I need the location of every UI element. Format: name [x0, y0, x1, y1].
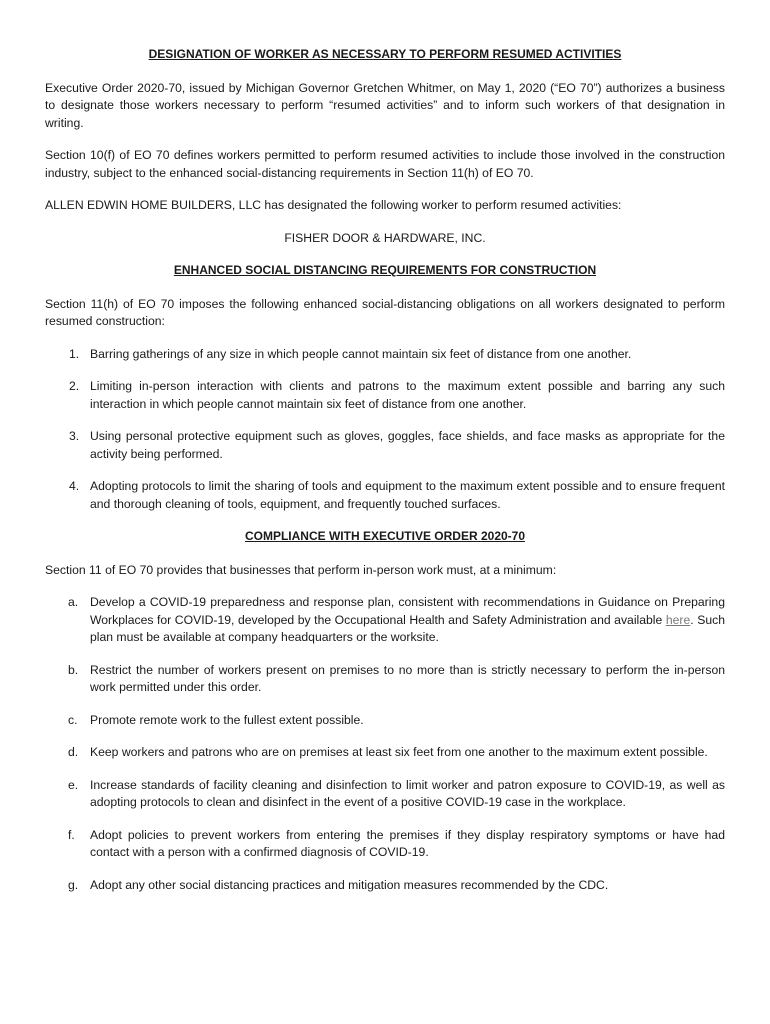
- list-item-text: Adopt any other social distancing practices and mitigation measures recommended by the CDC.: [90, 877, 609, 892]
- list-item: [45, 378, 725, 413]
- list-marker: c.: [68, 712, 78, 727]
- list-item: [45, 346, 725, 364]
- list-item-text: Limiting in-person interaction with clients and patrons to the maximum extent possible and barring any such interaction in which people cannot maintain six feet of distance from one another.: [90, 379, 725, 411]
- guidance-link[interactable]: here: [665, 612, 691, 627]
- list-marker: 4.: [69, 479, 80, 493]
- list-item-text: Adopt policies to prevent workers from entering the premises if they display respiratory symptoms or have had contact with a person with a confirmed diagnosis of COVID-19.: [90, 827, 725, 859]
- compliance-heading: COMPLIANCE WITH EXECUTIVE ORDER 2020-70: [244, 529, 526, 543]
- list-marker: d.: [68, 745, 79, 759]
- enhanced-requirements-intro: Section 11(h) of EO 70 imposes the following enhanced social-distancing obligations on all workers designated to perform resumed construction:: [45, 296, 725, 328]
- list-item: [45, 827, 725, 862]
- list-marker: e.: [68, 777, 79, 792]
- list-item-text: Restrict the number of workers present on premises to no more than is strictly necessary to perform the in-person work permitted under this order.: [90, 662, 725, 694]
- list-item-text: Increase standards of facility cleaning and disinfection to limit worker and patron exposure to COVID-19, as well as adopting protocols to clean and disinfect in the event of a positive COVID-19 case in the workplace.: [90, 777, 725, 809]
- document-title: DESIGNATION OF WORKER AS NECESSARY TO PERFORM RESUMED ACTIVITIES: [148, 47, 622, 61]
- compliance-intro: Section 11 of EO 70 provides that businesses that perform in-person work must, at a minimum:: [45, 562, 557, 577]
- list-item-text: Adopting protocols to limit the sharing of tools and equipment to the maximum extent possible and to ensure frequent and thorough cleaning of tools, equipment, and frequently touched surfaces.: [90, 479, 725, 511]
- list-item-text: Barring gatherings of any size in which people cannot maintain six feet of distance from one another.: [90, 346, 632, 361]
- list-item: [45, 712, 725, 730]
- list-item-text: Promote remote work to the fullest extent possible.: [90, 712, 364, 727]
- list-item: [45, 478, 725, 513]
- list-marker: 2.: [69, 379, 80, 393]
- designation-paragraph: ALLEN EDWIN HOME BUILDERS, LLC has designated the following worker to perform resumed activities:: [45, 198, 622, 212]
- list-item: [45, 877, 725, 895]
- intro-paragraph: Executive Order 2020-70, issued by Michigan Governor Gretchen Whitmer, on May 1, 2020 (“EO 70”) authorizes a business to designate those workers necessary to perform “resumed activities” and to inform such workers of that designation in writing.: [45, 80, 725, 130]
- enhanced-requirements-list: [45, 346, 725, 514]
- list-marker: b.: [68, 662, 79, 677]
- list-item-text: Using personal protective equipment such as gloves, goggles, face shields, and face masks as appropriate for the activity being performed.: [90, 429, 725, 461]
- list-marker: g.: [68, 877, 79, 892]
- list-item-text-after: . Such plan must be available at company headquarters or the worksite.: [90, 612, 725, 644]
- list-item: [45, 594, 725, 647]
- list-marker: a.: [68, 595, 79, 609]
- list-marker: f.: [68, 827, 75, 842]
- document-page: [45, 46, 725, 909]
- list-item: [45, 428, 725, 463]
- enhanced-requirements-heading: ENHANCED SOCIAL DISTANCING REQUIREMENTS FOR CONSTRUCTION: [173, 263, 597, 277]
- list-item: [45, 777, 725, 812]
- list-item: [45, 744, 725, 762]
- list-item-text: Keep workers and patrons who are on premises at least six feet from one another to the maximum extent possible.: [90, 745, 708, 759]
- designated-worker-name: FISHER DOOR & HARDWARE, INC.: [284, 230, 486, 245]
- section-10f-paragraph: Section 10(f) of EO 70 defines workers permitted to perform resumed activities to include those involved in the construction industry, subject to the enhanced social-distancing requirements in Section 11(h) of EO 70.: [45, 148, 725, 180]
- compliance-list: [45, 594, 725, 894]
- list-item-text-before: Develop a COVID-19 preparedness and response plan, consistent with recommendations in Guidance on Preparing Workplaces for COVID-19, developed by the Occupational Health and Safety Administration and available: [90, 595, 725, 627]
- list-marker: 3.: [69, 429, 80, 443]
- list-marker: 1.: [69, 346, 80, 361]
- list-item: [45, 662, 725, 697]
